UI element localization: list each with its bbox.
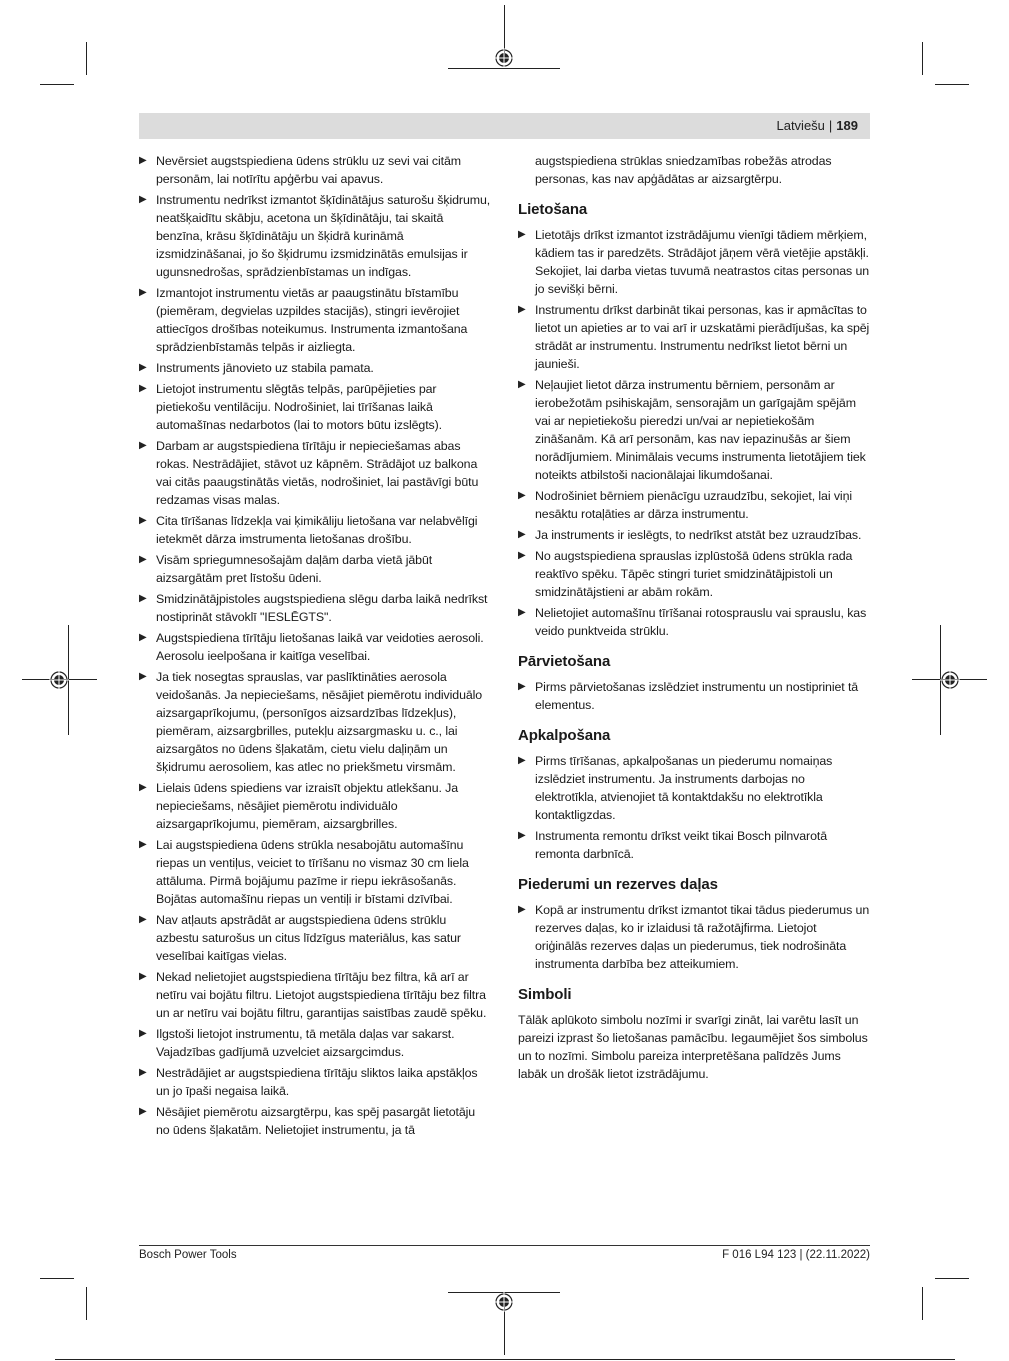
list-item-text: Nodrošiniet bērniem pienācīgu uzraudzību, sekojiet, lai viņi nesāktu rotaļāties ar dārza instrumentu.: [535, 489, 853, 521]
list-item: [518, 301, 870, 373]
section-heading-simboli: Simboli: [518, 986, 572, 1003]
list-item-text: Lai augstspiediena ūdens strūkla nesabojātu automašīnu riepas un ventiļus, veiciet to tīrīšanu no vismaz 30 cm liela attāluma. Pirmā bojājumu pazīme ir riepu iekrāsošanās. Bojātas automašīnu riepas un ventiļi ir bīstami dzīvībai.: [156, 838, 469, 906]
crop-mark: [922, 1287, 923, 1320]
list-item: [139, 911, 491, 965]
section-heading-piederumi: Piederumi un rezerves daļas: [518, 876, 718, 893]
list-item: [518, 226, 870, 298]
list-item-text: Instrumentu nedrīkst izmantot šķīdinātājus saturošu šķidrumu, neatšķaidītu skābju, acetona un šķīdinātāju, tai skaitā benzīna, krāsu šķīdinātāju un šķidrā kurināmā izsmidzināšanai, jo šo šķidrumu izsmidzinātās emulsijas ir ugunsnedrošas, sprādzienbīstamas un indīgas.: [156, 193, 491, 279]
list-item-text: Pirms pārvietošanas izslēdziet instrumentu un nostipriniet tā elementus.: [535, 680, 859, 712]
list-item-text: Augstspiediena tīrītāju lietošanas laikā var veidoties aerosoli. Aerosolu ieelpošana ir kaitīga veselībai.: [156, 631, 484, 663]
bullet-icon: ▶: [139, 440, 147, 451]
list-item: [518, 604, 870, 640]
bullet-icon: ▶: [518, 830, 526, 841]
list-item: [139, 590, 491, 626]
bullet-icon: ▶: [139, 554, 147, 565]
list-item-text: Ja tiek nosegtas sprauslas, var paslīktināties aerosola veidošanās. Ja nepieciešams, nēsājiet piemērotu individuālo aizsargaprīkojumu, (personīgos aizsardzības līdzekļus), piemēram, aizsargbrilles, putekļu aizsargmasku u. c., lai aizsargātos no ūdens šļakatām, cietu vielu daļiņām un šķidrumu aerosoliem, kas atlec no priekšmetu virsmām.: [156, 670, 483, 774]
bullet-icon: ▶: [518, 490, 526, 501]
bullet-icon: ▶: [139, 1067, 147, 1078]
list-item-text: Nestrādājiet ar augstspiediena tīrītāju sliktos laika apstākļos un jo īpaši negaisa laikā.: [156, 1066, 478, 1098]
crop-mark: [55, 1359, 955, 1360]
crop-mark: [86, 1287, 87, 1320]
list-item: [139, 779, 491, 833]
bullet-icon: ▶: [139, 194, 147, 205]
list-item: [518, 827, 870, 863]
section-list-apkalposana: [518, 752, 870, 863]
list-item-text: Nav atļauts apstrādāt ar augstspiediena ūdens strūklu azbestu saturošus un citus līdzīgus materiālus, kas satur veselībai kaitīgas vielas.: [156, 913, 461, 963]
list-item-text: Nevērsiet augstspiediena ūdens strūklu uz sevi vai citām personām, lai notīrītu apģērbu vai apavus.: [156, 154, 462, 186]
section-heading-apkalposana: Apkalpošana: [518, 727, 611, 744]
list-item-text: Kopā ar instrumentu drīkst izmantot tikai tādus piederumus un rezerves daļas, ko ir izlaidusi tā ražotājfirma. Lietojot oriģinālās rezerves daļas un piederumus, tiek nodrošināta instrumenta darbība bez atteikumiem.: [535, 903, 870, 971]
bullet-icon: ▶: [139, 839, 147, 850]
list-item: [518, 487, 870, 523]
crop-mark: [40, 84, 74, 85]
bullet-icon: ▶: [139, 515, 147, 526]
list-item: [139, 512, 491, 548]
footer-doc-id: F 016 L94 123 | (22.11.2022): [722, 1249, 870, 1261]
bullet-icon: ▶: [518, 304, 526, 315]
list-item: [139, 629, 491, 665]
registration-mark-icon: [49, 670, 69, 690]
crop-mark: [40, 1278, 74, 1279]
list-item-text: Visām spriegumnesošajām daļām darba vietā jābūt aizsargātām pret līstošu ūdeni.: [156, 553, 433, 585]
section-list-parvietosana: [518, 678, 870, 714]
list-item-text: Cita tīrīšanas līdzekļa vai ķimikāliju lietošana var nelabvēlīgi ietekmēt dārza imstrumenta lietošanas drošību.: [156, 514, 478, 546]
list-item-text: Instrumentu drīkst darbināt tikai personas, kas ir apmācītas to lietot un apieties ar to vai arī ir uzskatāmi pierādījušas, ka spēj strādāt ar instrumentu. Instrumentu nedrīkst lietot bērni un jaunieši.: [535, 303, 870, 371]
registration-mark-icon: [494, 48, 514, 68]
bullet-icon: ▶: [139, 782, 147, 793]
bullet-icon: ▶: [518, 529, 526, 540]
registration-mark-icon: [940, 670, 960, 690]
list-item: [139, 284, 491, 356]
crop-mark: [935, 84, 969, 85]
list-item: [518, 901, 870, 973]
list-item-text: Ja instruments ir ieslēgts, to nedrīkst atstāt bez uzraudzības.: [535, 528, 862, 542]
list-item: [139, 1103, 491, 1139]
bullet-icon: ▶: [139, 383, 147, 394]
footer-brand: Bosch Power Tools: [139, 1249, 237, 1261]
left-column: [139, 152, 491, 1142]
list-item-text: Lietojot instrumentu slēgtās telpās, parūpējieties par pietiekošu ventilāciju. Nodrošiniet, lai tīrīšanas laikā automašīnas nedarbotos (lai to motors būtu izslēgts).: [156, 382, 443, 432]
list-item: [518, 526, 870, 544]
list-item: [518, 376, 870, 484]
list-item: [518, 678, 870, 714]
list-item-text: Instrumenta remontu drīkst veikt tikai Bosch pilnvarotā remonta darbnīcā.: [535, 829, 828, 861]
list-item-text: No augstspiediena sprauslas izplūstošā ūdens strūkla rada reaktīvo spēku. Tāpēc stingri turiet smidzinātājpistoli un smidzinātājstieni ar abām rokām.: [535, 549, 853, 599]
list-item: [518, 547, 870, 601]
list-item-text: Nēsājiet piemērotu aizsargtērpu, kas spēj pasargāt lietotāju no ūdens šļakatām. Nelietojiet instrumentu, ja tā: [156, 1105, 476, 1137]
section-text-simboli: Tālāk aplūkoto simbolu nozīmi ir svarīgi zināt, lai varētu lasīt un pareizi izprast šo lietošanas pamācību. Iegaumējiet šos simbolus un to nozīmi. Simbolu pareiza interpretēšana palīdzēs Jums labāk un drošāk lietot izstrādājumu.: [518, 1013, 868, 1081]
bullet-icon: ▶: [518, 550, 526, 561]
list-item: [139, 152, 491, 188]
section-heading-lietosana: Lietošana: [518, 201, 588, 218]
list-item-text: Nekad nelietojiet augstspiediena tīrītāju bez filtra, kā arī ar netīru vai bojātu filtru. Lietojot augstspiediena tīrītāju bez filtra un ar netīru vai bojātu filtru, garantijas saistības zaudē spēku.: [156, 970, 487, 1020]
list-item: [518, 152, 870, 188]
section-list-lietosana: [518, 226, 870, 640]
bullet-icon: ▶: [139, 671, 147, 682]
list-item: [139, 968, 491, 1022]
section-heading-parvietosana: Pārvietošana: [518, 653, 611, 670]
header-text: [776, 118, 858, 133]
bullet-icon: ▶: [518, 681, 526, 692]
footer-rule: [139, 1245, 870, 1246]
bullet-icon: ▶: [518, 607, 526, 618]
bullet-icon: ▶: [139, 287, 147, 298]
list-item-text: Nelietojiet automašīnu tīrīšanai rotosprauslu vai sprauslu, kas veido punktveida strūklu.: [535, 606, 867, 638]
bullet-icon: ▶: [139, 1028, 147, 1039]
bullet-icon: ▶: [139, 632, 147, 643]
bullet-icon: ▶: [518, 755, 526, 766]
list-item: [518, 752, 870, 824]
list-item-text: Pirms tīrīšanas, apkalpošanas un piederumu nomaiņas izslēdziet instrumentu. Ja instruments darbojas no elektrotīkla, atvienojiet tā kontaktdakšu no elektrotīkla kontaktligzdas.: [535, 754, 833, 822]
list-item: [139, 1025, 491, 1061]
registration-mark-icon: [494, 1292, 514, 1312]
list-item-text: Darbam ar augstspiediena tīrītāju ir nepieciešamas abas rokas. Nestrādājiet, stāvot uz kāpnēm. Strādājot uz balkona vai citās paaugstinātās vietās, nodrošiniet, lai pastāvīgi būtu redzamas visas malas.: [156, 439, 479, 507]
list-item: [139, 191, 491, 281]
list-item-text: Lielais ūdens spiediens var izraisīt objektu atlekšanu. Ja nepieciešams, nēsājiet piemērotu individuālo aizsargaprīkojumu, piemēram, aizsargbrilles.: [156, 781, 459, 831]
bullet-icon: ▶: [518, 904, 526, 915]
header-separator: |: [828, 118, 833, 133]
list-item-text: Ilgstoši lietojot instrumentu, tā metāla daļas var sakarst. Vajadzības gadījumā uzvelciet aizsargcimdus.: [156, 1027, 455, 1059]
list-item: [139, 551, 491, 587]
list-item: [139, 437, 491, 509]
crop-mark: [448, 68, 560, 69]
section-list-piederumi: [518, 901, 870, 973]
list-item-text: Izmantojot instrumentu vietās ar paaugstinātu bīstamību (piemēram, degvielas uzpildes stacijās), stingri ievērojiet attiecīgos drošības noteikumus. Instrumenta izmantošana sprādzienbīstamās telpās ir aizliegta.: [156, 286, 468, 354]
list-item-text: augstspiediena strūklas sniedzamības robežās atrodas personas, kas nav apģādātas ar aizsargtērpu.: [535, 154, 832, 186]
crop-mark: [86, 42, 87, 75]
list-item-text: Lietotājs drīkst izmantot izstrādājumu vienīgi tādiem mērķiem, kādiem tas ir paredzēts. Strādājot jāņem vērā vietējie apstākļi. Sekojiet, lai darba vietas tuvumā neatrastos citas personas un jo sevišķi bērni.: [535, 228, 870, 296]
bullet-icon: ▶: [139, 593, 147, 604]
list-item: [139, 380, 491, 434]
page-header: [139, 113, 870, 139]
list-item-text: Neļaujiet lietot dārza instrumentu bērniem, personām ar ierobežotām psihiskajām, sensorajām un garīgajām spējām vai ar nepietiekošu pieredzi un/vai ar nepietiekošām zināšanām. Kā arī personām, kas nav iepazinušās ar šiem norādījumiem. Minimālais vecums instrumenta lietotājiem tiek noteikts atbilstoši nacionālajai likumdošanai.: [535, 378, 866, 482]
list-item: [139, 836, 491, 908]
list-item-text: Instruments jānovieto uz stabila pamata.: [156, 361, 374, 375]
bullet-icon: ▶: [139, 971, 147, 982]
bullet-icon: ▶: [139, 914, 147, 925]
list-item: [139, 1064, 491, 1100]
list-item: [139, 359, 491, 377]
right-column: [518, 152, 870, 1089]
list-item: [139, 668, 491, 776]
page-number: 189: [836, 118, 858, 133]
bullet-icon: ▶: [518, 229, 526, 240]
crop-mark: [935, 1278, 969, 1279]
bullet-icon: ▶: [139, 155, 147, 166]
bullet-icon: ▶: [139, 362, 147, 373]
header-language: Latviešu: [776, 118, 825, 133]
crop-mark: [922, 42, 923, 75]
bullet-icon: ▶: [518, 379, 526, 390]
bullet-icon: ▶: [139, 1106, 147, 1117]
list-item-text: Smidzinātājpistoles augstspiediena slēgu darba laikā nedrīkst nostiprināt stāvoklī "IESLĒGTS".: [156, 592, 488, 624]
